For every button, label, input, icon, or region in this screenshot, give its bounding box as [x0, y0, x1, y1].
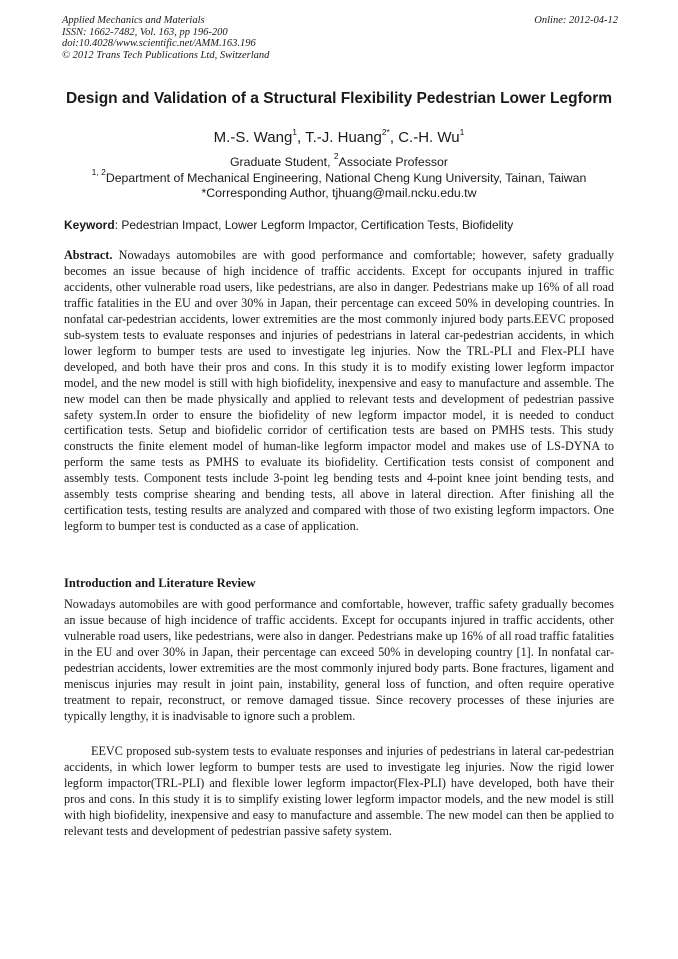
role-text: Associate Professor [338, 155, 448, 169]
author-affiliation-mark: 1 [292, 127, 298, 137]
author-affiliation-mark: 1 [459, 127, 465, 137]
author-separator: , [389, 129, 399, 146]
doi-line: doi:10.4028/www.scientific.net/AMM.163.196 [62, 38, 256, 49]
department [64, 166, 614, 187]
copyright-line: © 2012 Trans Tech Publications Ltd, Switzerland [62, 49, 270, 61]
abstract [64, 248, 614, 535]
author-name: M.-S. Wang [213, 129, 293, 146]
keyword-text: : Pedestrian Impact, Lower Legform Impactor, Certification Tests, Biofidelity [114, 218, 514, 232]
affiliation-block [64, 151, 614, 202]
section-heading-introduction: Introduction and Literature Review [64, 576, 256, 590]
author-affiliation-mark: 2* [381, 127, 390, 137]
author-roles [64, 151, 614, 171]
intro-paragraph-1: Nowadays automobiles are with good performance and comfortable, however, traffic safety gradually becomes an issue because of high incidence of traffic accidents. Except for occupants injured in traffic accidents, other vulnerable road users, like pedestrians, were also in danger. Pedestrians make up 16% of all road traffic fatalities in the EU and over 30% in Japan, their percentage can exceed 50% in developing country [1]. In nonfatal car-pedestrian accidents, lower extremities are the most commonly injured body parts. Bone fractures, ligament and meniscus injuries may result in joint pain, instability, general loss of function, and often require operative treatment to repair, reconstruct, or remove damaged tissue. Since recovery processes of these injuries are typically lengthy, it is inadvisable to ignore such a problem. [64, 597, 614, 723]
department-text: Department of Mechanical Engineering, National Cheng Kung University, Tainan, Taiwan [105, 170, 587, 185]
role-mark: 2 [333, 151, 339, 161]
author-line [64, 128, 614, 147]
author-separator: , [297, 129, 306, 146]
online-date: Online: 2012-04-12 [534, 15, 618, 26]
role-text: Graduate Student, [229, 155, 334, 169]
intro-paragraph-2: EEVC proposed sub-system tests to evaluate responses and injuries of pedestrians in lateral car-pedestrian accidents, in which lower legform to bumper tests are used to investigate leg injuries. Now the rigid lower legform impactor(TRL-PLI) and flexible lower legform impactor(Flex-PLI) have developed, both have their pros and cons. In this study it is to simplify existing lower legform impactor models, and the new model is still with high biofidelity, inexpensive and easy to manufacture and assemble. The new model can then be applied to relevant tests and development of pedestrian passive safety system. [64, 744, 614, 838]
issn-line: ISSN: 1662-7482, Vol. 163, pp 196-200 [62, 26, 228, 38]
keyword-label: Keyword [64, 218, 115, 232]
author-name: T.-J. Huang [305, 129, 382, 146]
author-name: C.-H. Wu [398, 129, 460, 146]
department-mark: 1, 2 [91, 166, 106, 177]
abstract-label: Abstract. [64, 248, 113, 262]
abstract-text: Nowadays automobiles are with good performance and comfortable; however, safety gradually becomes an issue because of high incidence of traffic accidents. Except for occupants injured in traffic accidents, other vulnerable road users, like pedestrians, are also in danger. Pedestrians make up 16% of all road traffic fatalities in the EU and over 30% in Japan, their percentage can exceed 50% in developing countries. In nonfatal car-pedestrian accidents, lower extremities are the most commonly injured body parts.EEVC proposed sub-system tests to evaluate responses and injuries of pedestrians in lateral car-pedestrian accidents, in which lower legform to bumper tests are used to investigate leg injuries. Now the TRL-PLI and Flex-PLI have developed, and both have their pros and cons. In this study it is to modify existing lower legform impactor model, and the new model is still with high biofidelity, inexpensive and easy to manufacture and assemble. The new model can then be made physically and applied to relevant tests and development of pedestrian passive safety system.In order to ensure the biofidelity of new legform impactor model, it is needed to conduct certification tests. Setup and biofidelic corridor of certification tests are based on PMHS tests. This study constructs the finite element model of human-like legform impactor model and makes use of LS-DYNA to perform the same tests as PMHS to evaluate its biofidelity. Certification tests consist of component and assembly tests. Component tests include 3-point leg bending tests and 4-point knee joint bending tests, and assembly tests comprise shearing and bending tests, all above in lateral direction. After finishing all the certification tests, testing results are analyzed and compared with those of two existing legform impactors. One legform to bumper test is conducted as a case of application. [64, 248, 614, 534]
keywords [64, 218, 614, 233]
corresponding-author: *Corresponding Author, tjhuang@mail.ncku.edu.tw [201, 186, 477, 200]
journal-name: Applied Mechanics and Materials [62, 15, 205, 26]
journal-header [62, 15, 618, 61]
paper-title: Design and Validation of a Structural Flexibility Pedestrian Lower Legform [65, 90, 613, 107]
